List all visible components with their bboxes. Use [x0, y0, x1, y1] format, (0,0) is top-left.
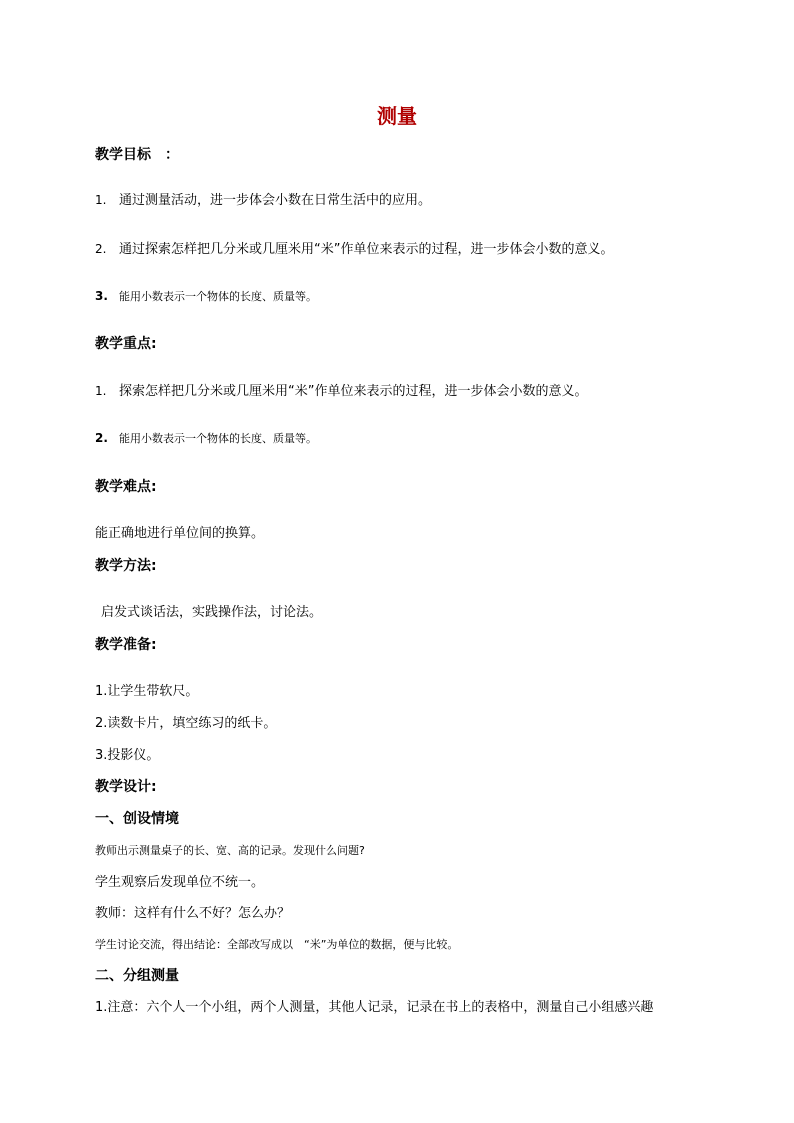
objective-num-3: 3.	[95, 289, 108, 303]
difficulties-heading: 教学难点:	[95, 479, 157, 495]
section2-line-1: 1.注意：六个人一个小组，两个人测量，其他人记录，记录在书上的表格中，测量自己小组感兴趣	[95, 1000, 654, 1015]
key-point-item-2	[95, 428, 317, 449]
preparation-item-3: 3.投影仪。	[95, 748, 160, 763]
design-heading: 教学设计:	[95, 779, 157, 795]
page-title: 测量	[377, 104, 417, 128]
objective-text-1: 通过测量活动，进一步体会小数在日常生活中的应用。	[119, 193, 432, 208]
section1-line-4: 学生讨论交流，得出结论：全部改写成以 “米”为单位的数据，便与比较。	[95, 938, 459, 951]
section1-line-2: 学生观察后发现单位不统一。	[95, 875, 265, 890]
preparation-heading: 教学准备:	[95, 637, 157, 653]
key-point-text-1: 探索怎样把几分米或几厘米用“米”作单位来表示的过程，进一步体会小数的意义。	[119, 384, 588, 399]
objective-item-1	[95, 190, 431, 211]
objective-num-1: 1.	[95, 193, 107, 207]
key-point-text-2: 能用小数表示一个物体的长度、质量等。	[119, 432, 317, 445]
section1-line-3: 教师：这样有什么不好？怎么办？	[95, 906, 291, 921]
objective-item-2	[95, 239, 613, 260]
preparation-item-2: 2.读数卡片，填空练习的纸卡。	[95, 716, 277, 731]
difficulties-text: 能正确地进行单位间的换算。	[95, 526, 265, 541]
objective-text-2: 通过探索怎样把几分米或几厘米用“米”作单位来表示的过程，进一步体会小数的意义。	[119, 242, 614, 257]
objective-text-3: 能用小数表示一个物体的长度、质量等。	[119, 290, 317, 303]
objectives-heading: 教学目标 ：	[95, 147, 179, 163]
objective-item-3	[95, 286, 317, 307]
key-point-item-1	[95, 381, 587, 402]
key-points-heading: 教学重点:	[95, 336, 157, 352]
key-point-num-1: 1.	[95, 384, 107, 398]
preparation-item-1: 1.让学生带软尺。	[95, 684, 199, 699]
section2-title: 二、分组测量	[95, 968, 179, 984]
methods-text: 启发式谈话法，实践操作法，讨论法。	[101, 605, 323, 620]
section1-title: 一、创设情境	[95, 811, 179, 827]
key-point-num-2: 2.	[95, 431, 108, 445]
section1-line-1: 教师出示测量桌子的长、宽、高的记录。发现什么问题?	[95, 844, 365, 857]
objective-num-2: 2.	[95, 242, 107, 256]
methods-heading: 教学方法:	[95, 558, 157, 574]
